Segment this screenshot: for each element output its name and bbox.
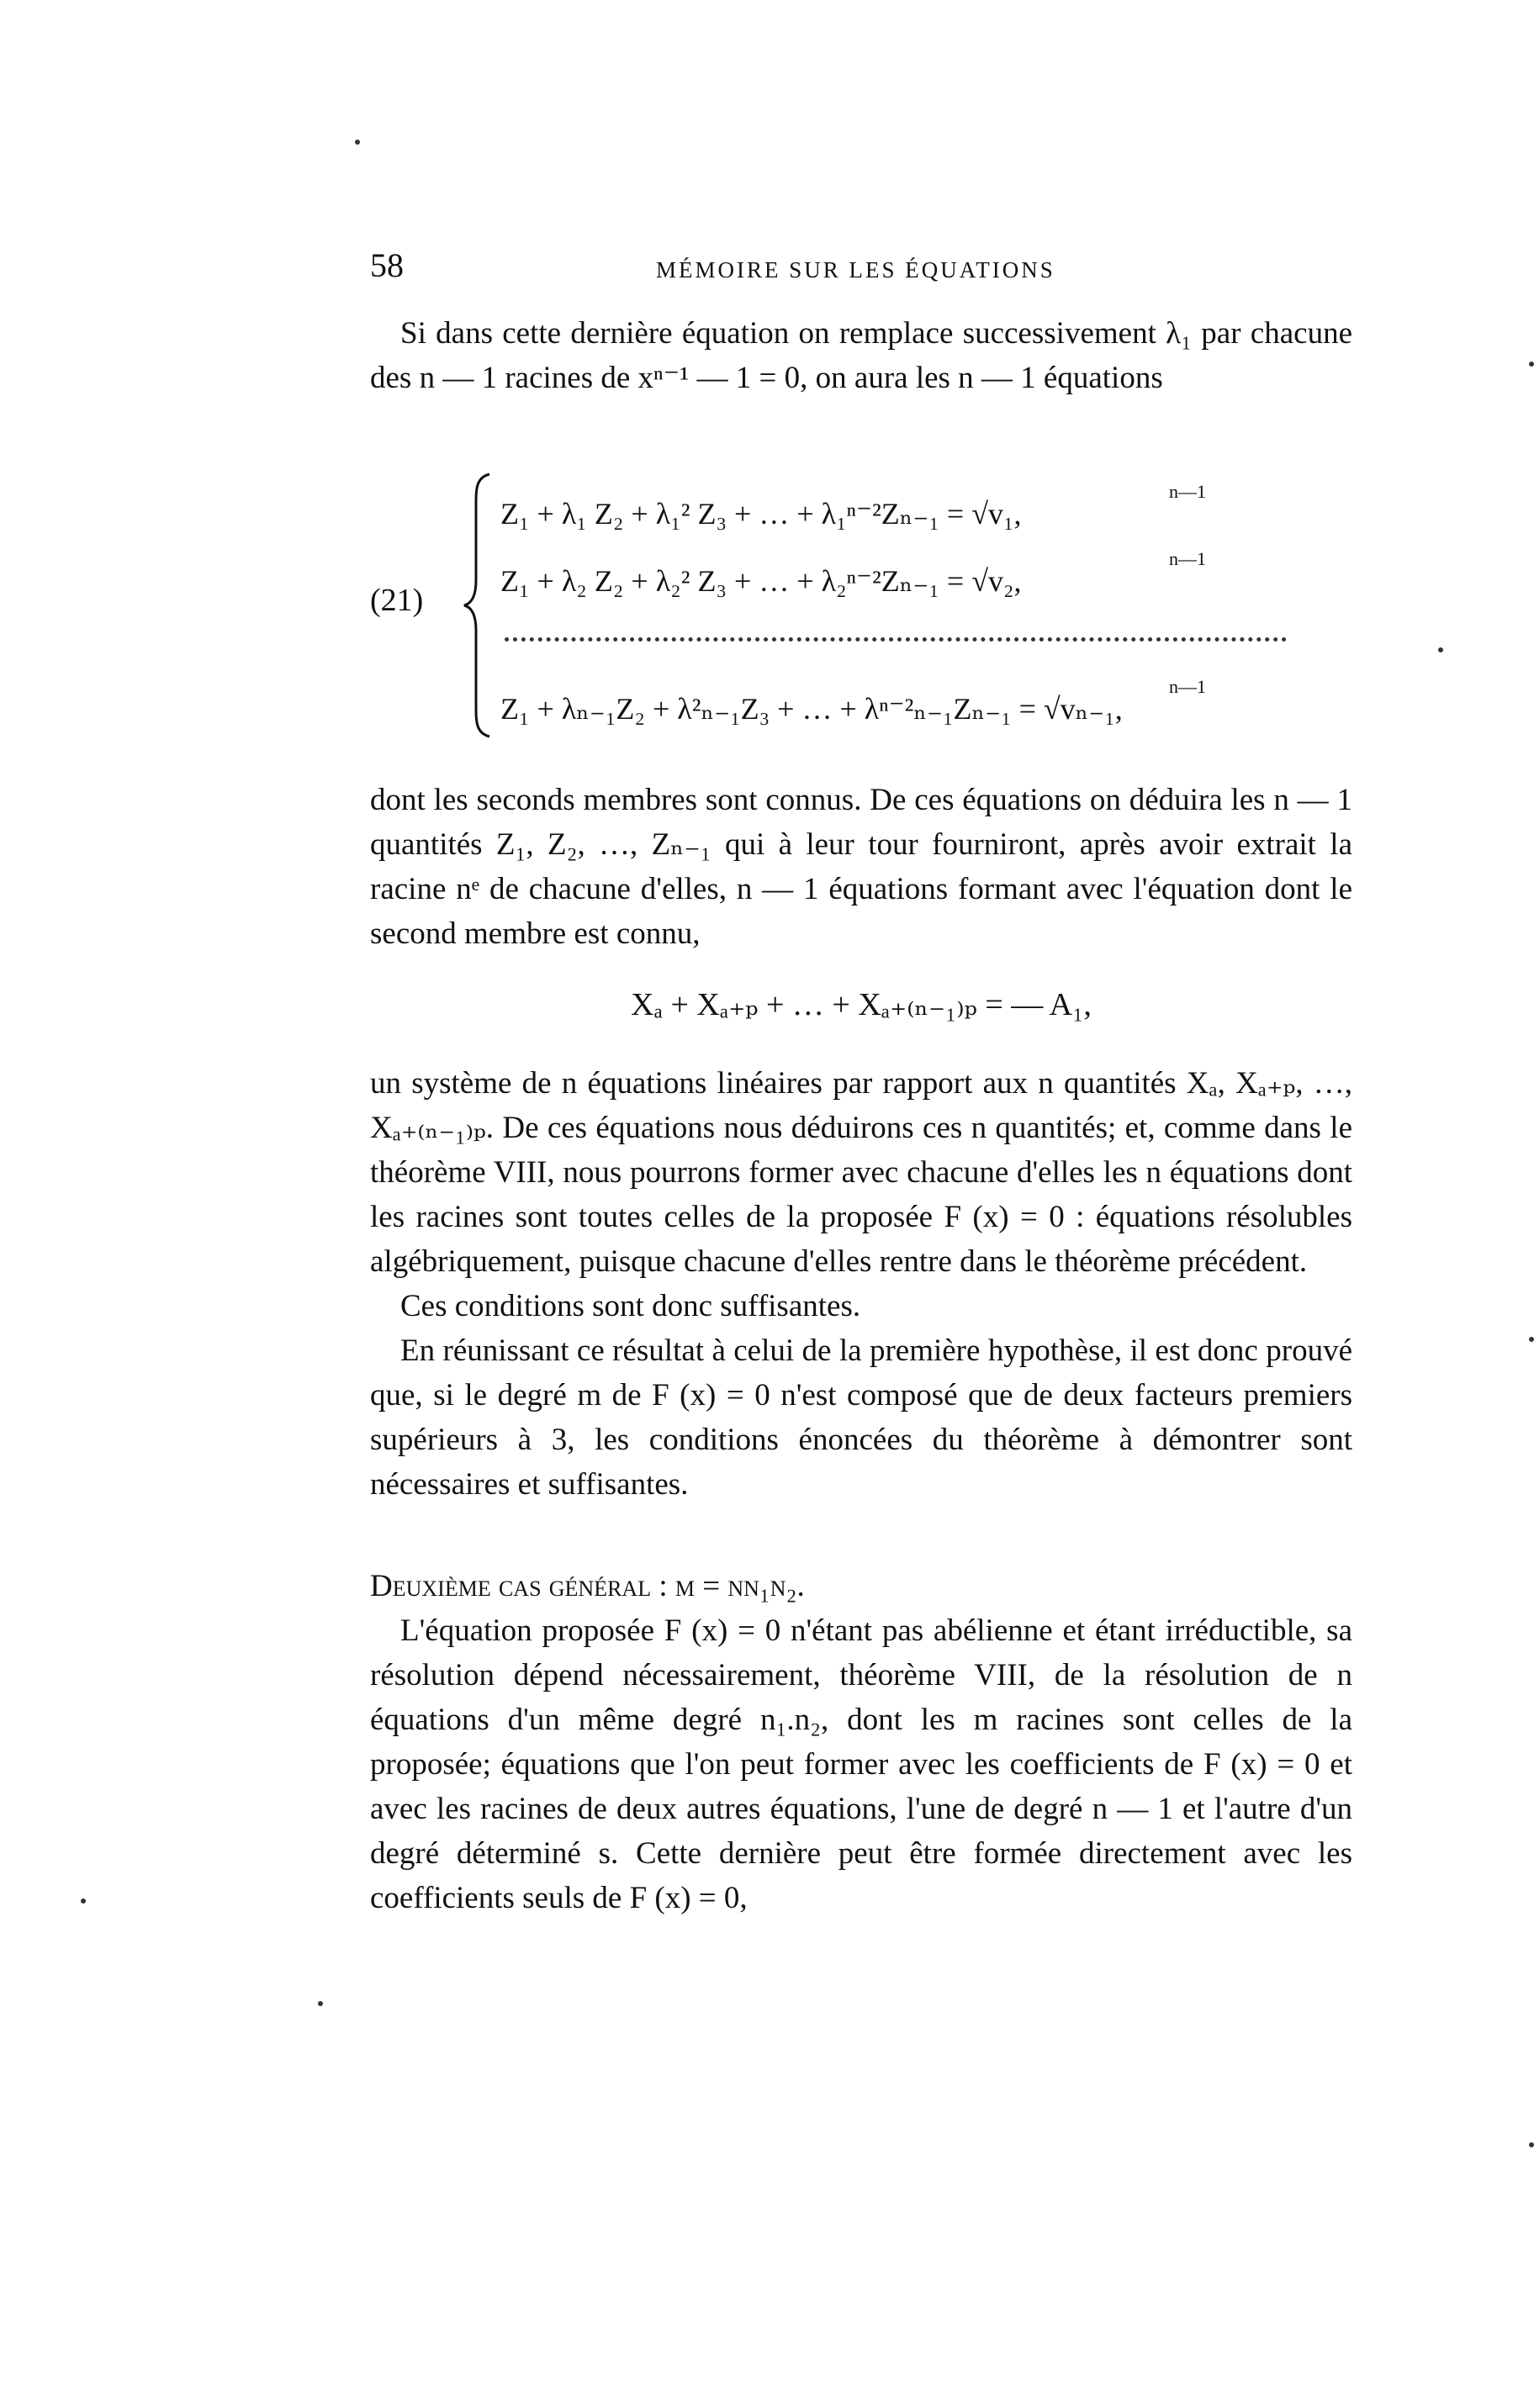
paragraph-conclusion-text: En réunissant ce résultat à celui de la première hypothèse, il est donc prouvé que, si le degré m de F (x) = 0 n'est composé que de deux facteurs premiers supérieurs à 3, les conditions énoncées du théorème à démontrer sont nécessaires et suffisantes. — [370, 1333, 1352, 1502]
paragraph-sufficient-text: Ces conditions sont donc suffisantes. — [400, 1289, 861, 1323]
paragraph-case2-text: L'équation proposée F (x) = 0 n'étant pas abélienne et étant irréductible, sa résolution dépend nécessairement, théorème VIII, de la résolution de n équations d'un même degré n₁.n₂, dont les m racines sont celles de la proposée; équations que l'on peut former avec les coefficients de F (x) = 0 et avec les racines de deux autres équations, l'une de degré n — 1 et l'autre d'un degré déterminé s. Cette dernière peut être formée directement avec les coefficients seuls de F (x) = 0, — [370, 1613, 1352, 1915]
speck — [318, 2001, 323, 2006]
ellipsis-dotted-line — [505, 637, 1287, 642]
speck — [1529, 362, 1534, 367]
speck — [355, 140, 360, 145]
left-brace-icon — [461, 471, 495, 740]
root-index: n—1 — [1169, 676, 1206, 697]
paragraph-after-system — [370, 778, 1352, 956]
paragraph-after-system-text: dont les seconds membres sont connus. De ces équations on déduira les n — 1 quantités Z₁, Z₂, …, Zₙ₋₁ qui à leur tour fourniront, après avoir extrait la racine nᵉ de chacune d'elles, n — 1 équations formant avec l'équation dont le second membre est connu, — [370, 783, 1352, 951]
page-number: 58 — [370, 246, 404, 284]
running-header — [370, 246, 1354, 296]
system-equation-1: Z₁ + λ₁ Z₂ + λ₁² Z₃ + … + λ₁ⁿ⁻²Zₙ₋₁ = √v₁, — [500, 497, 1022, 531]
paragraph-intro-text: Si dans cette dernière équation on remplace successivement λ₁ par chacune des n — 1 racines de xⁿ⁻¹ — 1 = 0, on aura les n — 1 équations — [370, 316, 1352, 395]
speck — [1529, 1337, 1534, 1342]
root-index: n—1 — [1169, 481, 1206, 502]
display-equation: Xₐ + Xₐ₊ₚ + … + Xₐ₊₍ₙ₋₁₎ₚ = — A₁, — [631, 987, 1092, 1022]
root-index: n—1 — [1169, 548, 1206, 569]
speck — [1529, 2142, 1534, 2147]
paragraph-intro — [370, 311, 1352, 400]
running-title: MÉMOIRE SUR LES ÉQUATIONS — [656, 257, 1055, 283]
speck — [81, 1898, 86, 1904]
paragraph-system-text: un système de n équations linéaires par rapport aux n quantités Xₐ, Xₐ₊ₚ, …, Xₐ₊₍ₙ₋₁₎ₚ. De ces équations nous déduirons ces n quantités; et, comme dans le théorème VIII, nous pourrons former avec chacune d'elles les n équations dont les racines sont toutes celles de la proposée F (x) = 0 : équations résolubles algébriquement, puisque chacune d'elles rentre dans le théorème précédent. — [370, 1066, 1352, 1279]
equation-number: (21) — [370, 583, 424, 618]
section-heading: Deuxième cas général : m = nn₁n₂. — [370, 1569, 805, 1603]
equation-system-21 — [370, 471, 1352, 740]
system-equation-last: Z₁ + λₙ₋₁Z₂ + λ²ₙ₋₁Z₃ + … + λⁿ⁻²ₙ₋₁Zₙ₋₁ = √vₙ₋₁, — [500, 692, 1123, 726]
section-case-2 — [370, 1564, 1352, 1920]
paragraph-block — [370, 1061, 1352, 1507]
speck — [1438, 647, 1443, 652]
system-equation-2: Z₁ + λ₂ Z₂ + λ₂² Z₃ + … + λ₂ⁿ⁻²Zₙ₋₁ = √v₂, — [500, 564, 1022, 598]
